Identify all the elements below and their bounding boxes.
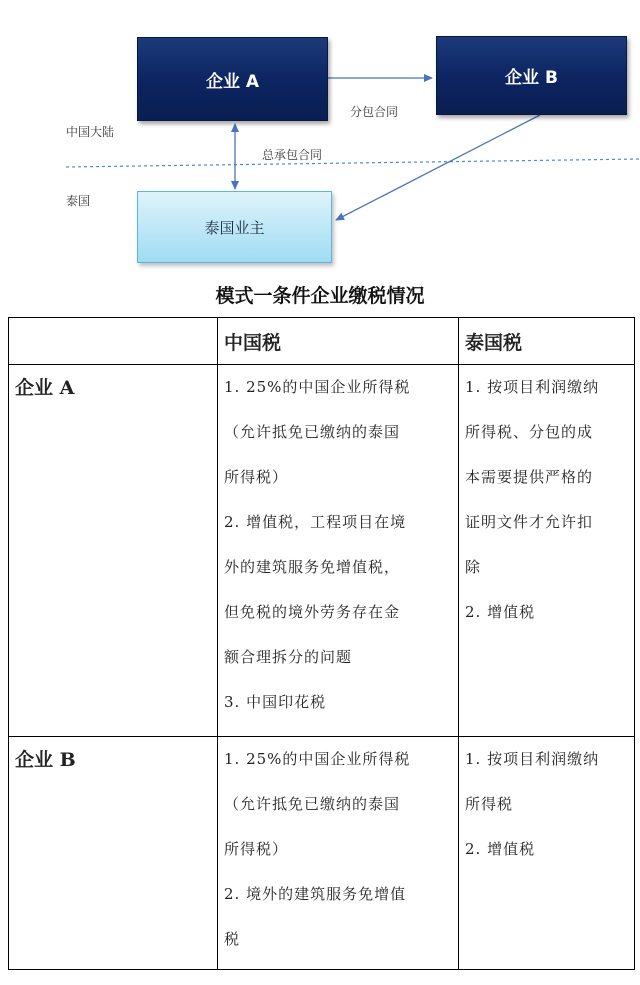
header-thai-tax: 泰国税 xyxy=(459,318,635,365)
cell-line: 所得税 xyxy=(465,795,514,813)
cell-line: （允许抵免已缴纳的泰国 xyxy=(224,795,401,813)
thai-tax-cell xyxy=(459,365,635,737)
label-general-contract: 总承包合同 xyxy=(262,148,323,162)
china-tax-cell xyxy=(218,737,459,970)
row-entity: 企业 A xyxy=(9,365,218,737)
cell-line: 1. 按项目利润缴纳 xyxy=(465,378,600,396)
cell-line: 1. 25%的中国企业所得税 xyxy=(224,378,411,396)
node-thai-owner: 泰国业主 xyxy=(137,191,332,263)
node-enterprise-a: 企业 A xyxy=(137,37,328,121)
header-empty xyxy=(9,318,218,365)
relationship-diagram xyxy=(0,0,640,275)
node-enterprise-b: 企业 B xyxy=(436,36,627,115)
cell-line: 所得税） xyxy=(224,468,289,486)
cell-line: 1. 按项目利润缴纳 xyxy=(465,750,600,768)
cell-line: 额合理拆分的问题 xyxy=(224,648,353,666)
cell-line: 证明文件才允许扣 xyxy=(465,513,594,531)
cell-line: 所得税、分包的成 xyxy=(465,423,594,441)
cell-line: 税 xyxy=(224,930,241,948)
label-mainland: 中国大陆 xyxy=(66,125,115,139)
cell-line: 3. 中国印花税 xyxy=(224,693,327,711)
cell-line: （允许抵免已缴纳的泰国 xyxy=(224,423,401,441)
china-tax-cell xyxy=(218,365,459,737)
table-row xyxy=(9,365,635,737)
cell-line: 2. 境外的建筑服务免增值 xyxy=(224,885,407,903)
label-thailand: 泰国 xyxy=(66,194,91,208)
table-title: 模式一条件企业缴税情况 xyxy=(215,285,425,307)
thai-tax-cell xyxy=(459,737,635,970)
cell-line: 2. 增值税 xyxy=(465,840,536,858)
boundary-dashed-line xyxy=(66,159,640,167)
cell-line: 所得税） xyxy=(224,840,289,858)
cell-line: 2. 增值税 xyxy=(465,603,536,621)
row-entity: 企业 B xyxy=(9,737,218,970)
header-china-tax: 中国税 xyxy=(218,318,459,365)
cell-line: 但免税的境外劳务存在金 xyxy=(224,603,401,621)
table-header-row xyxy=(9,318,635,365)
table-row xyxy=(9,737,635,970)
cell-line: 外的建筑服务免增值税， xyxy=(224,558,401,576)
label-subcontract: 分包合同 xyxy=(350,105,399,119)
cell-line: 2. 增值税，工程项目在境 xyxy=(224,513,407,531)
cell-line: 1. 25%的中国企业所得税 xyxy=(224,750,411,768)
arrow-b-to-owner xyxy=(336,115,540,220)
cell-line: 除 xyxy=(465,558,482,576)
tax-table xyxy=(8,317,635,970)
cell-line: 本需要提供严格的 xyxy=(465,468,594,486)
